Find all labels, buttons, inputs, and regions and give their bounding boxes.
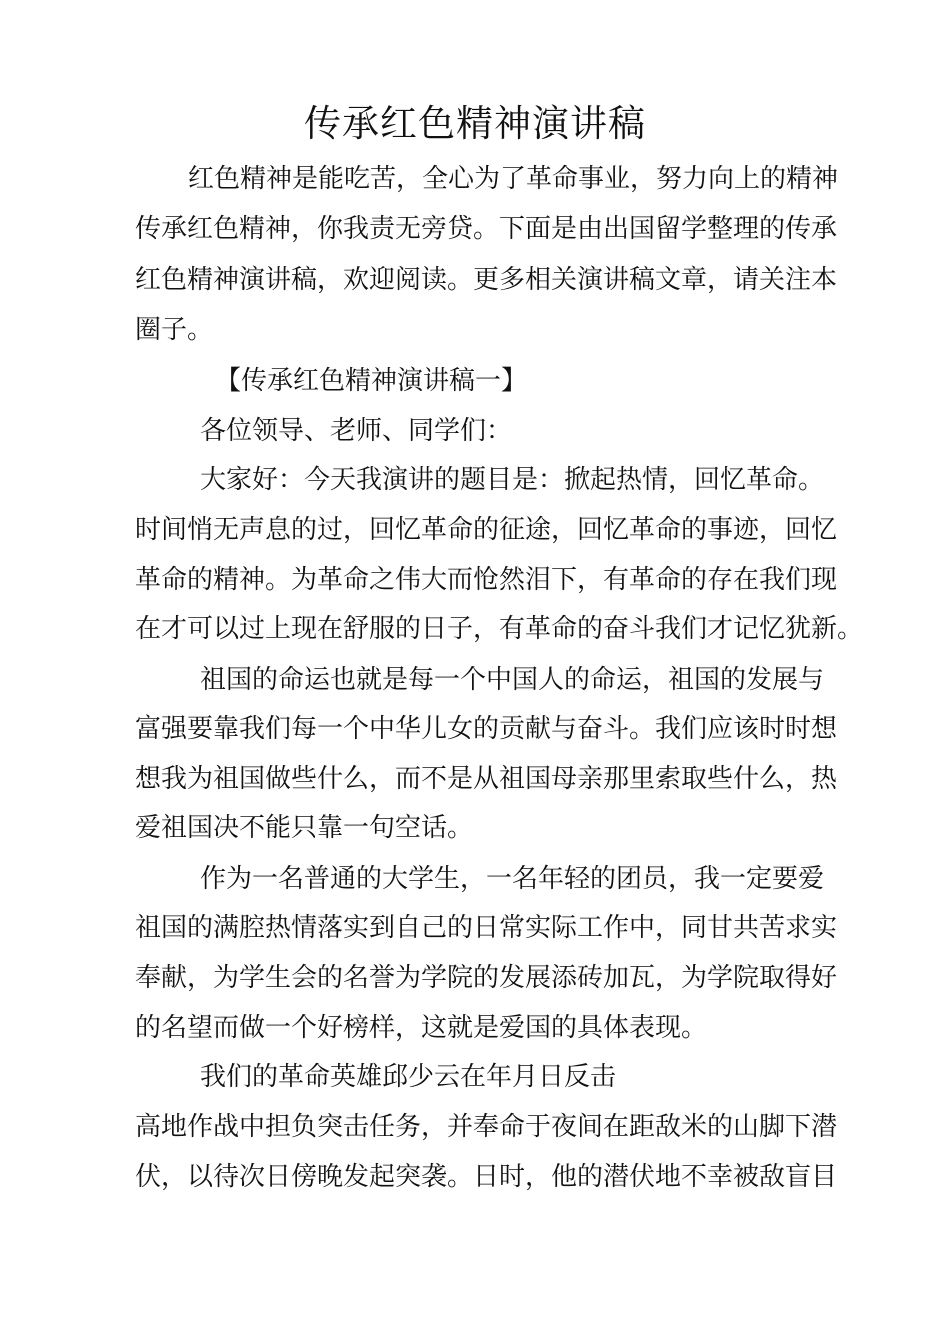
paragraph-line: 祖国的命运也就是每一个中国人的命运，祖国的发展与 (200, 665, 825, 695)
document-title: 传承红色精神演讲稿 (304, 102, 646, 145)
paragraph-line: 在才可以过上现在舒服的日子，有革命的奋斗我们才记忆犹新。 (135, 614, 864, 644)
paragraph-line: 革命的精神。为革命之伟大而怆然泪下，有革命的存在我们现 (135, 565, 838, 595)
paragraph-line: 爱祖国决不能只靠一句空话。 (135, 813, 474, 843)
paragraph-line: 的名望而做一个好榜样，这就是爱国的具体表现。 (135, 1013, 708, 1043)
paragraph-line: 富强要靠我们每一个中华儿女的贡献与奋斗。我们应该时时想 (135, 714, 838, 744)
paragraph-line: 奉献，为学生会的名誉为学院的发展添砖加瓦，为学院取得好 (135, 963, 838, 993)
paragraph-line: 我们的革命英雄邱少云在年月日反击 (200, 1062, 617, 1092)
paragraph-line: 大家好：今天我演讲的题目是：掀起热情，回忆革命。 (200, 465, 825, 495)
salutation-line: 各位领导、老师、同学们： (200, 416, 513, 446)
paragraph-line: 高地作战中担负突击任务，并奉命于夜间在距敌米的山脚下潜 (135, 1112, 838, 1142)
paragraph-line: 红色精神是能吃苦，全心为了革命事业，努力向上的精神 (188, 164, 839, 194)
paragraph-line: 时间悄无声息的过，回忆革命的征途，回忆革命的事迹，回忆 (135, 515, 838, 545)
paragraph-line: 伏，以待次日傍晚发起突袭。日时，他的潜伏地不幸被敌盲目 (135, 1162, 838, 1192)
section-heading: 【传承红色精神演讲稿一】 (215, 366, 528, 396)
paragraph-line: 红色精神演讲稿，欢迎阅读。更多相关演讲稿文章，请关注本 (135, 265, 838, 295)
paragraph-line: 祖国的满腔热情落实到自己的日常实际工作中，同甘共苦求实 (135, 913, 838, 943)
paragraph-line: 圈子。 (135, 315, 214, 345)
paragraph-line: 传承红色精神，你我责无旁贷。下面是由出国留学整理的传承 (135, 214, 838, 244)
paragraph-line: 想我为祖国做些什么，而不是从祖国母亲那里索取些什么，热 (135, 764, 838, 794)
paragraph-line: 作为一名普通的大学生，一名年轻的团员，我一定要爱 (200, 864, 825, 894)
